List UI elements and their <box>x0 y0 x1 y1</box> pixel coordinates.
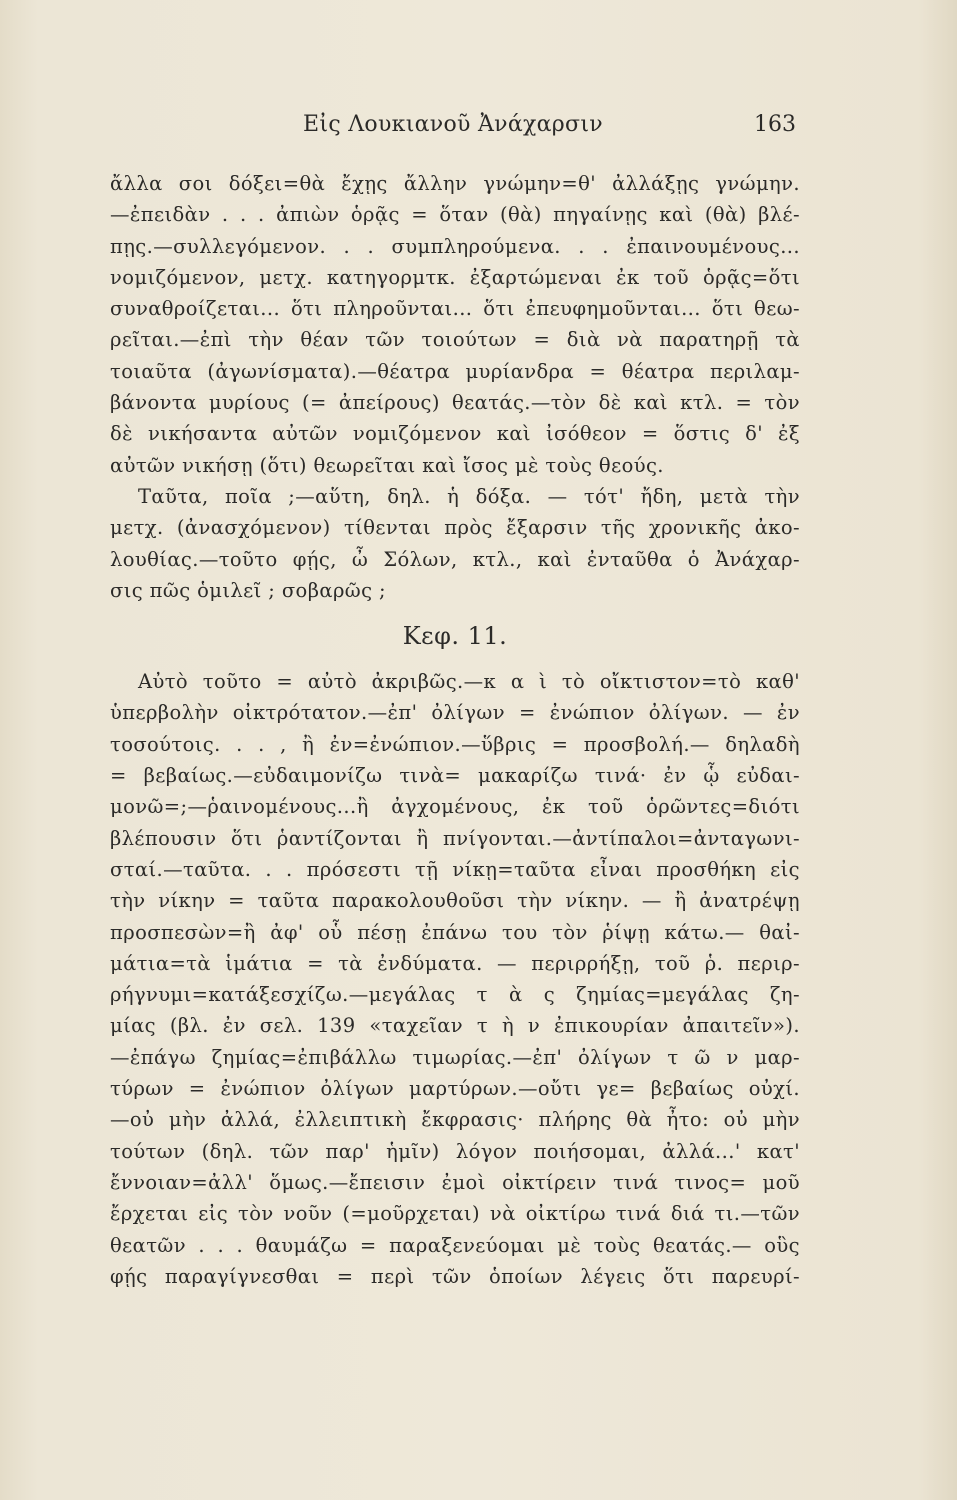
text-line: τύρων = ἐνώπιον ὀλίγων μαρτύρων.—οὔτι γε= βεβαίως οὐχί. <box>110 1077 800 1101</box>
text-line: σις πῶς ὁμιλεῖ ; σοβαρῶς ; <box>110 578 386 602</box>
text-line: λουθίας.—τοῦτο φῄς, ὦ Σόλων, κτλ., καὶ ἐνταῦθα ὁ Ἀνάχαρ- <box>110 547 800 571</box>
text-line: θεατῶν . . . θαυμάζω = παραξενεύομαι μὲ τοὺς θεατάς.— οὓς <box>110 1233 800 1257</box>
text-line: βλέπουσιν ὅτι ῥαντίζονται ἢ πνίγονται.—ἀντίπαλοι=ἀνταγωνι- <box>110 826 800 850</box>
text-line: Ταῦτα, ποῖα ;—αὕτη, δηλ. ἡ δόξα. — τότ' ἤδη, μετὰ τὴν <box>138 484 800 508</box>
text-line: ρήγνυμι=κατάξεσχίζω.—μεγάλας τ ὰ ς ζημίας=μεγάλας ζη- <box>110 983 800 1007</box>
text-line: τοιαῦτα (ἀγωνίσματα).—θέατρα μυρίανδρα = θέατρα περιλαμ- <box>110 359 800 383</box>
text-line: προσπεσὼν=ἢ ἀφ' οὗ πέσῃ ἐπάνω του τὸν ῥίψῃ κάτω.— θαἰ- <box>110 920 800 944</box>
text-line: ἄλλα σοι δόξει=θὰ ἔχῃς ἄλλην γνώμην=θ' ἀλλάξῃς γνώμην. <box>110 172 800 195</box>
text-line: βάνοντα μυρίους (= ἀπείρους) θεατάς.—τὸν δὲ καὶ κτλ. = τὸν <box>110 391 800 415</box>
body-text <box>110 168 800 1292</box>
text-line: δὲ νικήσαντα αὐτῶν νομιζόμενον καὶ ἰσόθεον = ὅστις δ' ἐξ <box>110 422 800 446</box>
running-title: Εἰς Λουκιανοῦ Ἀνάχαρσιν <box>303 112 603 137</box>
text-line: ἔρχεται εἰς τὸν νοῦν (=μοῦρχεται) νὰ οἰκτίρω τινά διά τι.—τῶν <box>110 1202 800 1226</box>
text-line: μονῶ=;—ῥαινομένους...ἢ ἀγχομένους, ἐκ τοῦ ὁρῶντες=διότι <box>110 795 800 819</box>
text-line: πῃς.—συλλεγόμενον. . . συμπληρούμενα. . . ἐπαινουμένους... <box>110 234 800 258</box>
text-line: σταί.—ταῦτα. . . πρόσεστι τῇ νίκῃ=ταῦτα εἶναι προσθήκη εἰς <box>110 857 800 881</box>
text-line: μετχ. (ἀνασχόμενον) τίθενται πρὸς ἔξαρσιν τῆς χρονικῆς ἀκο- <box>110 516 800 540</box>
text-line: = βεβαίως.—εὐδαιμονίζω τινὰ= μακαρίζω τινά· ἐν ᾧ εὐδαι- <box>110 764 800 788</box>
text-line: ρεῖται.—ἐπὶ τὴν θέαν τῶν τοιούτων = διὰ νὰ παρατηρῇ τὰ <box>110 328 800 352</box>
text-line: μίας (βλ. ἐν σελ. 139 «ταχεῖαν τ ὴ ν ἐπικουρίαν ἀπαιτεῖν»). <box>110 1014 800 1038</box>
page-number: 163 <box>754 112 796 137</box>
text-line: τούτων (δηλ. τῶν παρ' ἡμῖν) λόγον ποιήσομαι, ἀλλά...' κατ' <box>110 1139 800 1163</box>
chapter-heading: Κεφ. 11. <box>402 622 508 651</box>
text-line: συναθροίζεται... ὅτι πληροῦνται... ὅτι ἐπευφημοῦνται... ὅτι θεω- <box>110 297 800 321</box>
text-line: τοσούτοις. . . , ἢ ἐν=ἐνώπιον.—ὕβρις = προσβολή.— δηλαδὴ <box>110 732 800 756</box>
running-head <box>110 112 796 146</box>
text-line: τὴν νίκην = ταῦτα παρακολουθοῦσι τὴν νίκην. — ἢ ἀνατρέψῃ <box>110 889 800 913</box>
text-line: αὐτῶν νικήσῃ (ὅτι) θεωρεῖται καὶ ἴσος μὲ τοὺς θεούς. <box>110 453 664 477</box>
text-line: —οὐ μὴν ἀλλά, ἐλλειπτικὴ ἔκφρασις· πλήρης θὰ ἦτο: οὐ μὴν <box>110 1108 800 1132</box>
text-line: μάτια=τὰ ἱμάτια = τὰ ἐνδύματα. — περιρρήξῃ, τοῦ ῥ. περιρ- <box>110 951 800 975</box>
text-line: ὑπερβολὴν οἰκτρότατον.—ἐπ' ὀλίγων = ἐνώπιον ὀλίγων. — ἐν <box>110 701 800 725</box>
text-line: φῄς παραγίγνεσθαι = περὶ τῶν ὁποίων λέγεις ὅτι παρευρί- <box>110 1264 800 1288</box>
text-line: —ἐπειδὰν . . . ἀπιὼν ὁρᾷς = ὅταν (θὰ) πηγαίνῃς καὶ (θὰ) βλέ- <box>110 203 800 227</box>
text-line: —ἐπάγω ζημίας=ἐπιβάλλω τιμωρίας.—ἐπ' ὀλίγων τ ῶ ν μαρ- <box>110 1045 800 1069</box>
text-line: ἔννοιαν=ἀλλ' ὅμως.—ἔπεισιν ἐμοὶ οἰκτίρειν τινά τινος= μοῦ <box>110 1170 800 1194</box>
text-line: νομιζόμενον, μετχ. κατηγορμτκ. ἐξαρτώμεναι ἐκ τοῦ ὁρᾷς=ὅτι <box>110 265 800 289</box>
text-line: Αὐτὸ τοῦτο = αὐτὸ ἀκριβῶς.—κ α ὶ τὸ οἴκτιστον=τὸ καθ' <box>138 670 800 694</box>
